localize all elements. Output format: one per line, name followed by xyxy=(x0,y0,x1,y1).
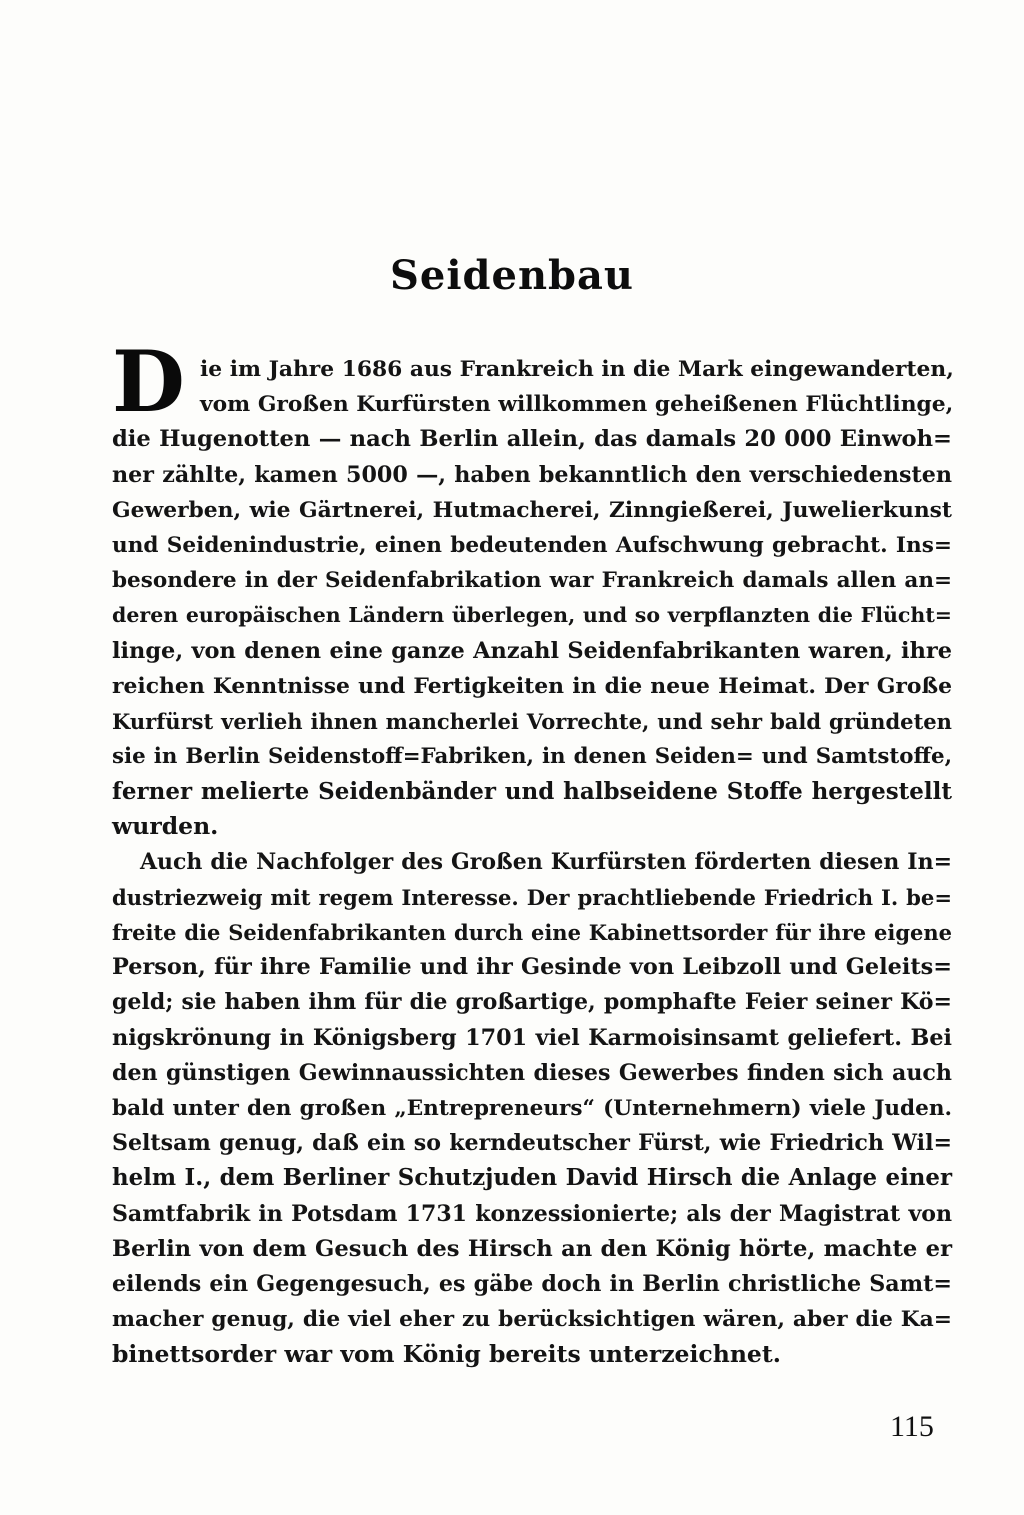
text-line: freite die Seidenfabrikanten durch eine Kabinettsorder für ihre eigene xyxy=(112,920,952,945)
page-number: 115 xyxy=(890,1410,934,1443)
text-line: nigskrönung in Königsberg 1701 viel Karmoisinsamt geliefert. Bei xyxy=(112,1024,952,1051)
text-line: deren europäischen Ländern überlegen, und so verpflanzten die Flücht= xyxy=(112,603,952,628)
text-line: Kurfürst verlieh ihnen mancherlei Vorrechte, und sehr bald gründeten xyxy=(112,708,952,734)
text-line: dustriezweig mit regem Interesse. Der prachtliebende Friedrich I. be= xyxy=(112,884,952,910)
text-line: besondere in der Seidenfabrikation war Frankreich damals allen an= xyxy=(112,568,952,594)
text-line: Berlin von dem Gesuch des Hirsch an den König hörte, machte er xyxy=(112,1235,952,1262)
text-line: eilends ein Gegengesuch, es gäbe doch in Berlin christliche Samt= xyxy=(112,1270,952,1297)
text-line: Gewerben, wie Gärtnerei, Hutmacherei, Zinngießerei, Juwelierkunst xyxy=(112,497,952,523)
text-line: Person, für ihre Familie und ihr Gesinde von Leibzoll und Geleits= xyxy=(112,954,952,981)
text-line: macher genug, die viel eher zu berücksichtigen wären, aber die Ka= xyxy=(112,1307,952,1333)
text-line: sie in Berlin Seidenstoff=Fabriken, in denen Seiden= und Samtstoffe, xyxy=(112,744,952,770)
text-line: Auch die Nachfolger des Großen Kurfürsten förderten diesen In= xyxy=(140,848,952,875)
text-line: binettsorder war vom König bereits unterzeichnet. xyxy=(112,1340,781,1369)
text-line: Samtfabrik in Potsdam 1731 konzessionierte; als der Magistrat von xyxy=(112,1200,952,1227)
text-line: Seltsam genug, daß ein so kerndeutscher Fürst, wie Friedrich Wil= xyxy=(112,1130,952,1157)
text-line: ner zählte, kamen 5000 —, haben bekanntlich den verschiedensten xyxy=(112,461,952,488)
text-line: linge, von denen eine ganze Anzahl Seidenfabrikanten waren, ihre xyxy=(112,637,952,664)
text-line: vom Großen Kurfürsten willkommen geheißenen Flüchtlinge, xyxy=(200,392,954,418)
text-line: ferner melierte Seidenbänder und halbseidene Stoffe hergestellt xyxy=(112,778,952,806)
drop-cap-initial: D xyxy=(112,332,185,431)
text-line: ie im Jahre 1686 aus Frankreich in die Mark eingewanderten, xyxy=(200,357,954,382)
body-text xyxy=(112,352,952,1372)
text-line: die Hugenotten — nach Berlin allein, das damals 20 000 Einwoh= xyxy=(112,426,952,453)
text-line: wurden. xyxy=(112,812,219,841)
text-line: bald unter den großen „Entrepreneurs“ (Unternehmern) viele Juden. xyxy=(112,1095,952,1121)
chapter-title: Seidenbau xyxy=(390,252,634,299)
text-line: helm I., dem Berliner Schutzjuden David Hirsch die Anlage einer xyxy=(112,1165,952,1192)
text-line: den günstigen Gewinnaussichten dieses Gewerbes finden sich auch xyxy=(112,1059,952,1086)
text-line: und Seidenindustrie, einen bedeutenden Aufschwung gebracht. Ins= xyxy=(112,532,952,558)
text-line: reichen Kenntnisse und Fertigkeiten in die neue Heimat. Der Große xyxy=(112,672,952,699)
text-line: geld; sie haben ihm für die großartige, pomphafte Feier seiner Kö= xyxy=(112,989,952,1016)
